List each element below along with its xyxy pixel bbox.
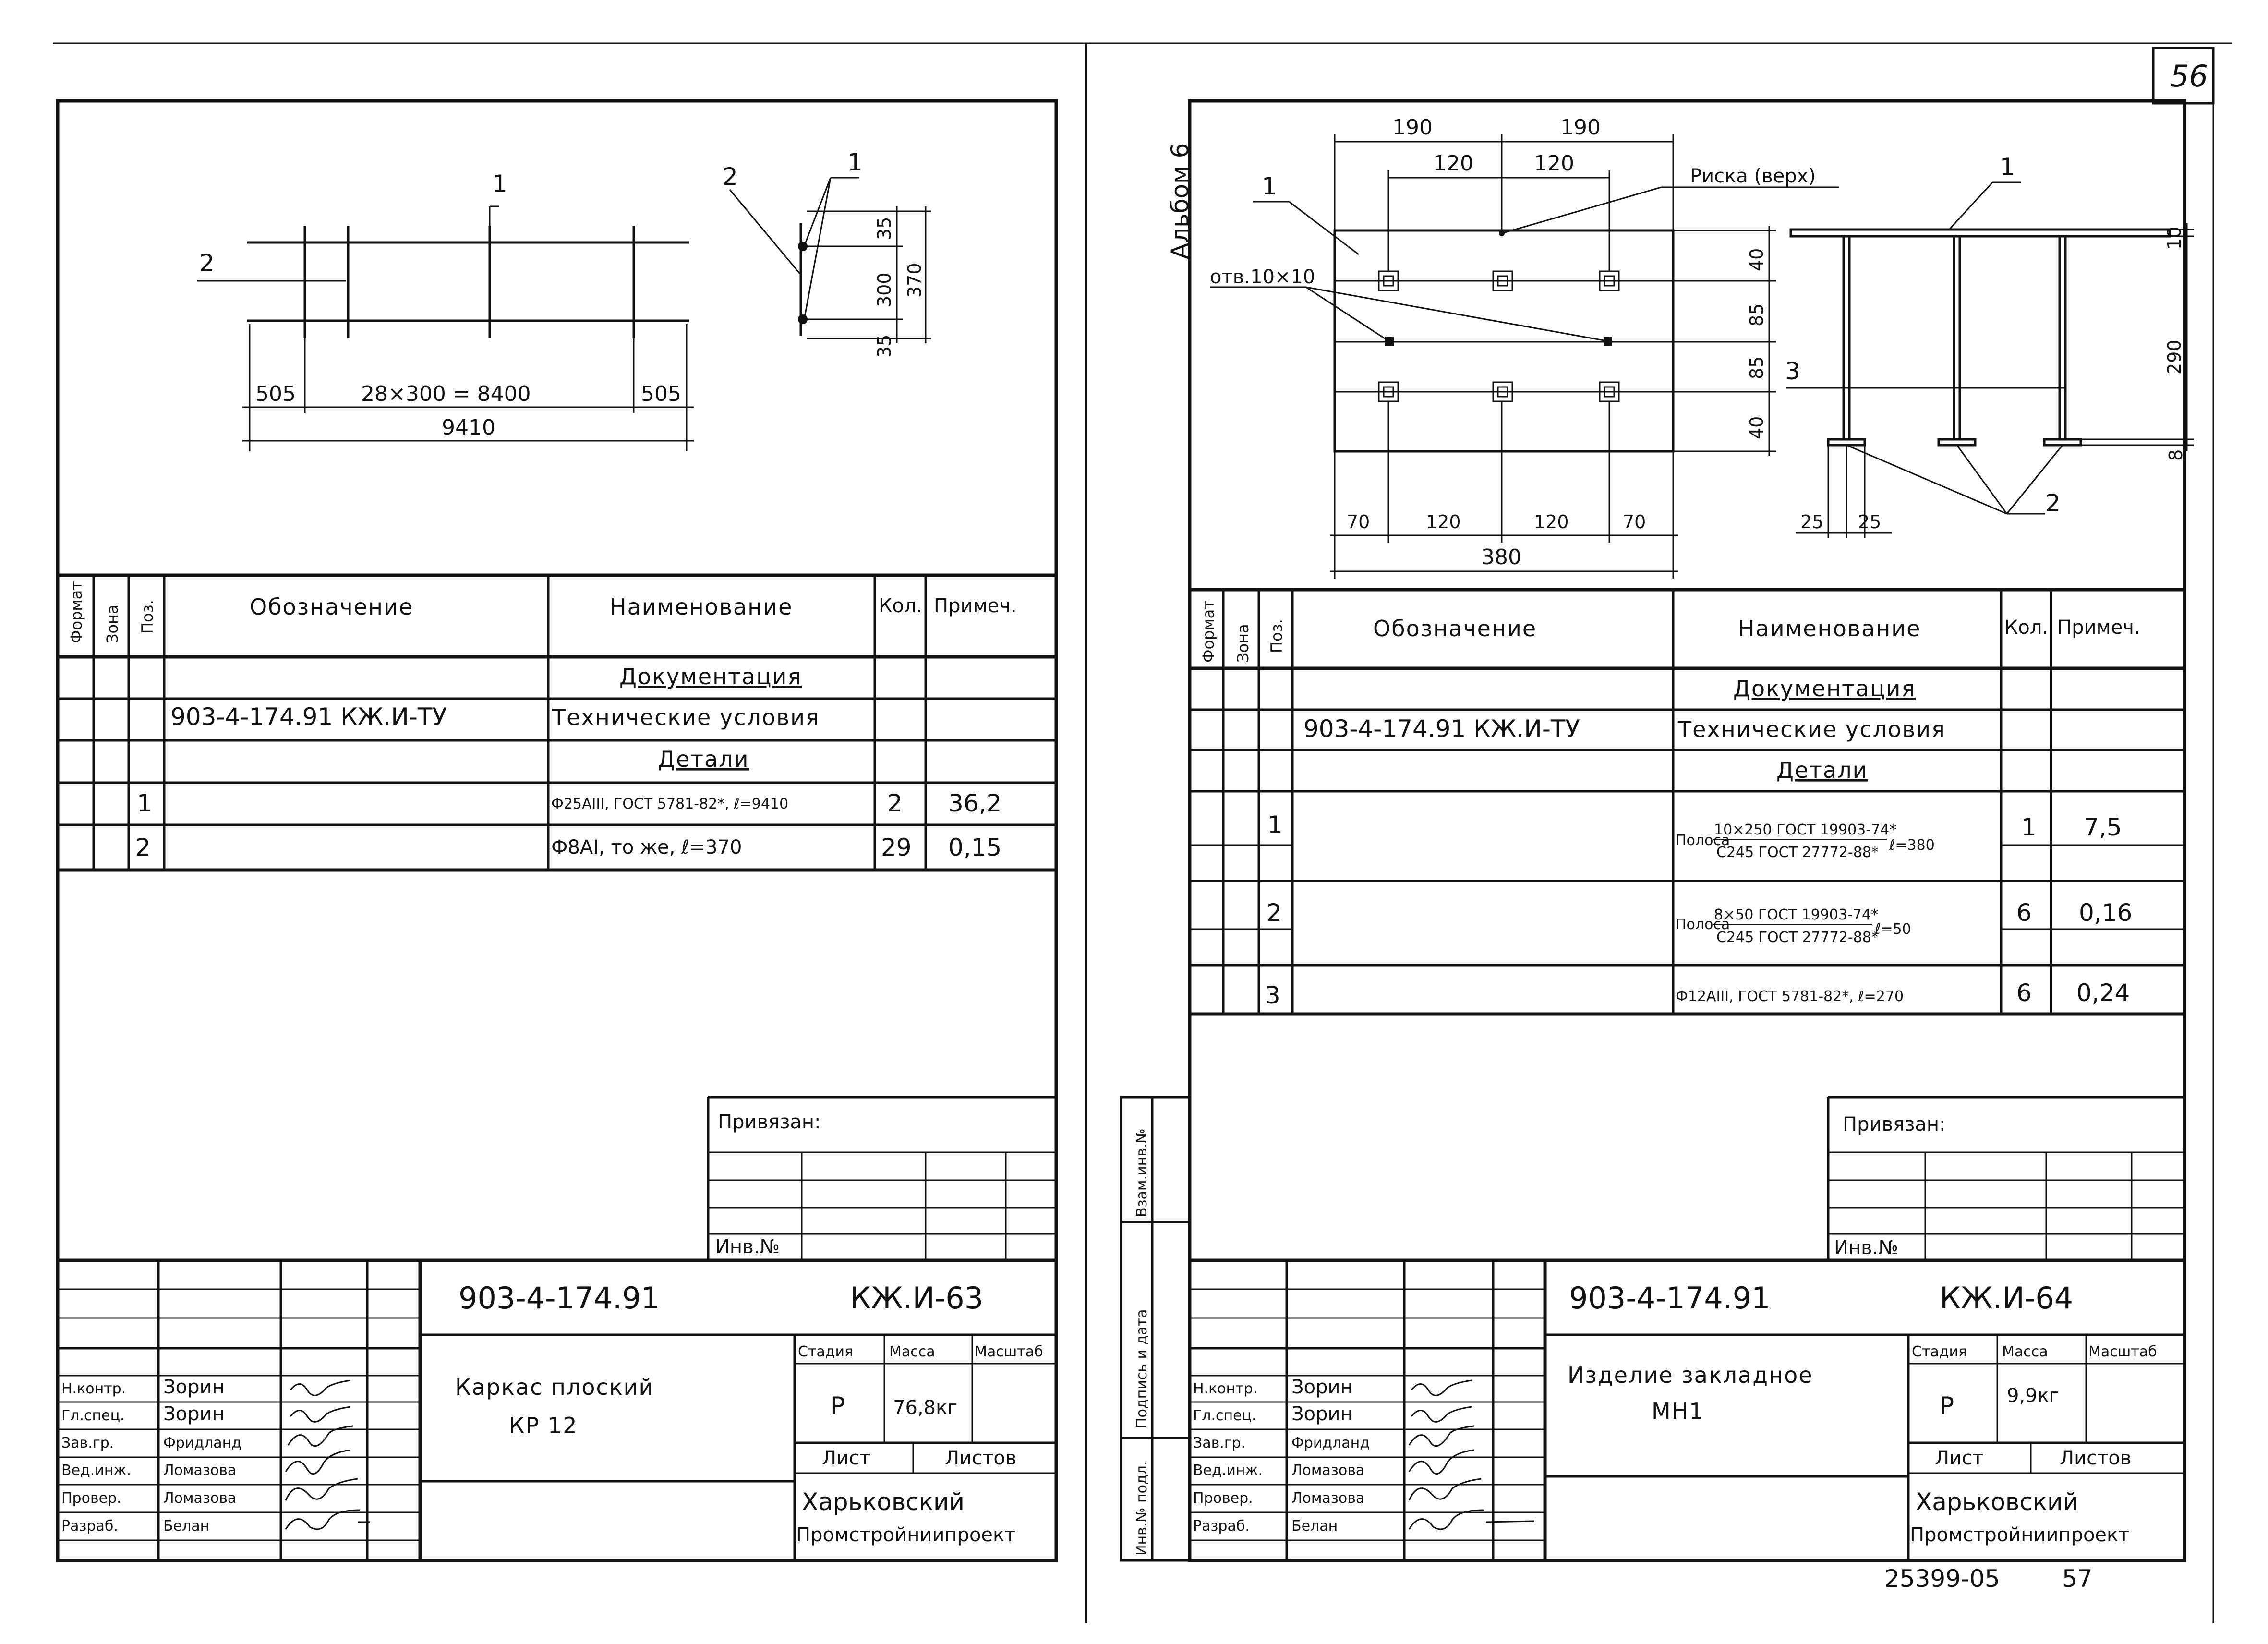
right-sheet xyxy=(1121,101,2194,1560)
mass-value: 9,9кг xyxy=(2007,1385,2059,1407)
scale-label: Масштаб xyxy=(975,1343,1043,1360)
callout-label: 2 xyxy=(723,163,738,191)
signature xyxy=(1411,1380,1472,1395)
dim-section-top: 35 xyxy=(874,217,895,240)
side-stamp-frame xyxy=(1121,1097,1190,1560)
row-name-top: 10×250 ГОСТ 19903-74* xyxy=(1714,822,1897,838)
side-inv-label: Инв.№ подл. xyxy=(1134,1461,1150,1556)
row-pos: 3 xyxy=(1265,981,1280,1009)
anchor-plate xyxy=(2044,439,2081,445)
stage-value: Р xyxy=(1940,1392,1954,1420)
role-name: Фридланд xyxy=(1291,1435,1370,1451)
dim-v-85-b: 85 xyxy=(1746,356,1767,379)
callout-leader xyxy=(1846,445,2007,514)
row-qty: 6 xyxy=(2016,979,2032,1007)
row-name: Технические условия xyxy=(1678,716,1946,742)
header-qty: Кол. xyxy=(879,595,923,617)
stage-label: Стадия xyxy=(798,1343,854,1360)
title-code: 903-4-174.91 xyxy=(458,1281,660,1316)
dim-right-end: 505 xyxy=(641,382,681,406)
stage-value: Р xyxy=(831,1392,845,1420)
role-name: Ломазова xyxy=(163,1462,237,1479)
sheet-label: Лист xyxy=(1935,1447,1984,1469)
header-format: Формат xyxy=(67,581,85,643)
signature xyxy=(286,1479,358,1500)
signature xyxy=(1411,1407,1472,1422)
left-sheet xyxy=(58,101,1056,1560)
left-elevation-drawing xyxy=(197,170,694,451)
row-note: 0,24 xyxy=(2076,979,2130,1007)
header-zone: Зона xyxy=(103,604,121,643)
bottom-code: 25399-05 xyxy=(1884,1565,2000,1593)
dim-v-85-a: 85 xyxy=(1746,303,1767,326)
left-title-block xyxy=(58,1260,1056,1560)
row-name-bottom: С245 ГОСТ 27772-88* xyxy=(1716,929,1879,946)
row-note: 36,2 xyxy=(948,789,1002,817)
binding-inv-label: Инв.№ xyxy=(1834,1237,1898,1259)
dim-side-25a: 25 xyxy=(1800,511,1824,532)
row-pos: 2 xyxy=(135,834,151,861)
row-name-bottom: С245 ГОСТ 27772-88* xyxy=(1716,844,1879,861)
row-pos: 1 xyxy=(137,789,152,817)
side-swap-label: Взам.инв.№ xyxy=(1134,1128,1150,1217)
section-bar-dot xyxy=(798,314,808,324)
dim-b-total: 380 xyxy=(1481,545,1521,569)
row-name-suffix: ℓ=380 xyxy=(1889,837,1935,854)
title-code: 903-4-174.91 xyxy=(1569,1281,1771,1316)
row-note: 0,15 xyxy=(948,834,1002,861)
header-designation: Обозначение xyxy=(250,594,414,620)
bottom-page: 57 xyxy=(2062,1565,2093,1593)
signature xyxy=(290,1407,350,1422)
title-name-line2: МН1 xyxy=(1652,1398,1704,1424)
header-name: Наименование xyxy=(1738,616,1921,641)
title-sheet-code: КЖ.И-63 xyxy=(850,1281,984,1316)
header-zone: Зона xyxy=(1234,624,1252,663)
header-qty: Кол. xyxy=(2004,616,2049,639)
role-label: Провер. xyxy=(61,1490,121,1507)
dim-b-120-left: 120 xyxy=(1426,511,1461,532)
dim-side-290: 290 xyxy=(2164,339,2185,375)
role-label: Гл.спец. xyxy=(61,1407,125,1424)
sheets-label: Листов xyxy=(2060,1447,2132,1469)
mass-label: Масса xyxy=(2002,1343,2048,1360)
left-spec-table xyxy=(58,575,1056,870)
dim-middle: 28×300 = 8400 xyxy=(361,382,531,406)
dim-left-end: 505 xyxy=(255,382,296,406)
header-format: Формат xyxy=(1199,600,1218,663)
row-name-prefix: Полоса xyxy=(1676,832,1730,849)
header-name: Наименование xyxy=(610,594,793,620)
dim-v-40-bot: 40 xyxy=(1746,416,1767,439)
callout-leader xyxy=(1289,202,1359,254)
callout-leader xyxy=(805,178,831,317)
riska-label: Риска (верх) xyxy=(1690,165,1816,187)
binding-label: Привязан: xyxy=(1843,1113,1946,1136)
org-line1: Харьковский xyxy=(1916,1488,2079,1516)
dim-b-70-left: 70 xyxy=(1347,511,1370,532)
row-name: Документация xyxy=(1733,676,1916,701)
hole-label: отв.10×10 xyxy=(1210,266,1315,288)
row-name: Технические условия xyxy=(552,704,820,730)
row-name: Детали xyxy=(1776,757,1868,783)
row-pos: 2 xyxy=(1267,899,1282,927)
header-note: Примеч. xyxy=(934,595,1017,617)
row-note: 0,16 xyxy=(2079,899,2133,927)
role-name: Ломазова xyxy=(1291,1462,1365,1479)
dim-top-right: 190 xyxy=(1560,115,1601,140)
anchor-plate xyxy=(1828,439,1865,445)
album-label: Альбом 6 xyxy=(1166,143,1194,259)
callout-leader xyxy=(730,190,800,274)
row-designation: 903-4-174.91 КЖ.И-ТУ xyxy=(170,703,447,731)
sheet-label: Лист xyxy=(822,1447,871,1469)
right-plan-drawing xyxy=(1210,115,1839,579)
row-qty: 2 xyxy=(887,789,903,817)
role-name: Ломазова xyxy=(1291,1490,1365,1507)
dim-inner-left: 120 xyxy=(1433,151,1473,176)
signature xyxy=(1409,1479,1481,1500)
role-label: Разраб. xyxy=(1193,1518,1250,1535)
signature xyxy=(1409,1450,1474,1474)
row-name: Ф8АI, то же, ℓ=370 xyxy=(551,836,742,858)
row-pos: 1 xyxy=(1267,811,1283,839)
header-designation: Обозначение xyxy=(1373,616,1537,641)
dim-side-10: 10 xyxy=(2164,226,2185,250)
role-name: Зорин xyxy=(163,1376,225,1398)
callout-label: 2 xyxy=(2045,489,2061,517)
right-binding-block xyxy=(1828,1097,2184,1260)
side-stamp xyxy=(1121,1097,1190,1560)
role-label: Н.контр. xyxy=(61,1380,126,1397)
right-title-block xyxy=(1190,1260,2184,1560)
side-plate xyxy=(1791,230,2170,236)
row-name: Ф12АIII, ГОСТ 5781-82*, ℓ=270 xyxy=(1676,988,1904,1005)
sheet-number: 56 xyxy=(2170,59,2208,94)
org-line2: Промстройниипроект xyxy=(1910,1524,2130,1546)
left-binding-block xyxy=(708,1097,1056,1260)
dim-b-70-right: 70 xyxy=(1623,511,1646,532)
row-name-prefix: Полоса xyxy=(1676,916,1730,933)
dim-side-25b: 25 xyxy=(1858,511,1882,532)
signature xyxy=(290,1380,350,1395)
row-note: 7,5 xyxy=(2084,813,2122,841)
header-pos: Поз. xyxy=(1267,619,1286,653)
role-label: Провер. xyxy=(1193,1490,1253,1507)
binding-label: Привязан: xyxy=(718,1111,821,1133)
header-pos: Поз. xyxy=(138,600,157,634)
signature xyxy=(286,1450,350,1474)
role-name: Белан xyxy=(163,1518,210,1535)
row-name-suffix: ℓ=50 xyxy=(1875,921,1911,938)
role-label: Гл.спец. xyxy=(1193,1407,1256,1424)
row-designation: 903-4-174.91 КЖ.И-ТУ xyxy=(1303,715,1580,743)
org-line2: Промстройниипроект xyxy=(796,1524,1016,1546)
title-name-line2: КР 12 xyxy=(509,1413,578,1438)
callout-label: 1 xyxy=(1262,172,1277,200)
dim-side-8: 8 xyxy=(2165,449,2186,461)
role-label: Зав.гр. xyxy=(1193,1435,1246,1451)
dim-b-120-right: 120 xyxy=(1534,511,1569,532)
row-name: Ф25АIII, ГОСТ 5781-82*, ℓ=9410 xyxy=(551,796,789,812)
role-name: Белан xyxy=(1291,1518,1338,1535)
role-label: Зав.гр. xyxy=(61,1435,114,1451)
row-name: Детали xyxy=(658,746,749,772)
sheets-label: Листов xyxy=(945,1447,1017,1469)
dim-inner-right: 120 xyxy=(1534,151,1574,176)
role-name: Ломазова xyxy=(163,1490,237,1507)
row-name-top: 8×50 ГОСТ 19903-74* xyxy=(1714,907,1879,923)
row-qty: 29 xyxy=(881,834,912,861)
title-name-line1: Каркас плоский xyxy=(455,1374,654,1400)
anchor-plate xyxy=(1939,439,1975,445)
callout-label: 1 xyxy=(847,148,863,176)
callout-label: 3 xyxy=(1785,357,1800,385)
callout-leader xyxy=(1949,182,1992,230)
row-name: Документация xyxy=(619,664,802,689)
left-section-drawing xyxy=(723,148,931,358)
dim-top-left: 190 xyxy=(1392,115,1433,140)
dim-v-40-top: 40 xyxy=(1746,248,1767,271)
right-spec-table xyxy=(1190,590,2184,1014)
binding-inv-label: Инв.№ xyxy=(715,1236,780,1258)
mass-value: 76,8кг xyxy=(893,1397,958,1419)
role-label: Н.контр. xyxy=(1193,1380,1258,1397)
row-qty: 6 xyxy=(2016,899,2032,927)
dim-section-bot: 35 xyxy=(874,334,895,358)
callout-label: 1 xyxy=(2000,153,2015,181)
dim-total: 9410 xyxy=(442,415,495,440)
scale-label: Масштаб xyxy=(2088,1343,2157,1360)
org-line1: Харьковский xyxy=(802,1488,965,1516)
header-note: Примеч. xyxy=(2057,616,2140,639)
title-name-line1: Изделие закладное xyxy=(1568,1362,1813,1388)
right-side-drawing xyxy=(1785,153,2194,538)
riska-leader xyxy=(1502,187,1661,233)
row-qty: 1 xyxy=(2021,813,2037,841)
role-name: Зорин xyxy=(1291,1376,1353,1398)
role-label: Разраб. xyxy=(61,1518,118,1535)
role-name: Зорин xyxy=(1291,1403,1353,1425)
dim-section-mid: 300 xyxy=(874,272,895,307)
title-sheet-code: КЖ.И-64 xyxy=(1940,1281,2074,1316)
role-name: Зорин xyxy=(163,1403,225,1425)
role-label: Вед.инж. xyxy=(61,1462,131,1479)
mass-label: Масса xyxy=(889,1343,935,1360)
callout-label: 2 xyxy=(199,249,215,277)
role-label: Вед.инж. xyxy=(1193,1462,1263,1479)
side-sign-label: Подпись и дата xyxy=(1134,1309,1150,1428)
hole-leader xyxy=(1306,287,1606,341)
dim-section-total: 370 xyxy=(904,263,925,298)
stage-label: Стадия xyxy=(1912,1343,1967,1360)
role-name: Фридланд xyxy=(163,1435,242,1451)
callout-label: 1 xyxy=(492,170,507,198)
